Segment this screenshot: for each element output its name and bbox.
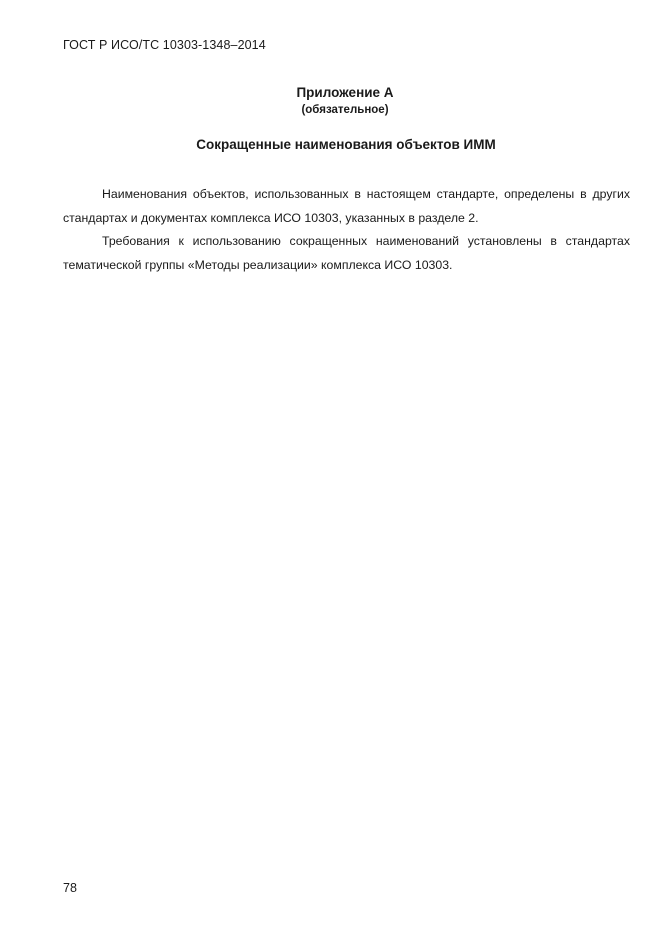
page-number: 78 — [63, 881, 77, 895]
body-text — [63, 183, 630, 277]
section-title: Сокращенные наименования объектов ИММ — [196, 137, 496, 152]
appendix-subtitle: (обязательное) — [301, 104, 389, 116]
paragraph: Наименования объектов, использованных в настоящем стандарте, определены в других стандартах и документах комплекса ИСО 10303, указанных в разделе 2. — [63, 187, 630, 225]
document-header: ГОСТ Р ИСО/ТС 10303-1348–2014 — [63, 38, 266, 52]
paragraph: Требования к использованию сокращенных наименований установлены в стандартах тематической группы «Методы реализации» комплекса ИСО 10303. — [63, 234, 630, 272]
appendix-title: Приложение А — [296, 85, 394, 100]
